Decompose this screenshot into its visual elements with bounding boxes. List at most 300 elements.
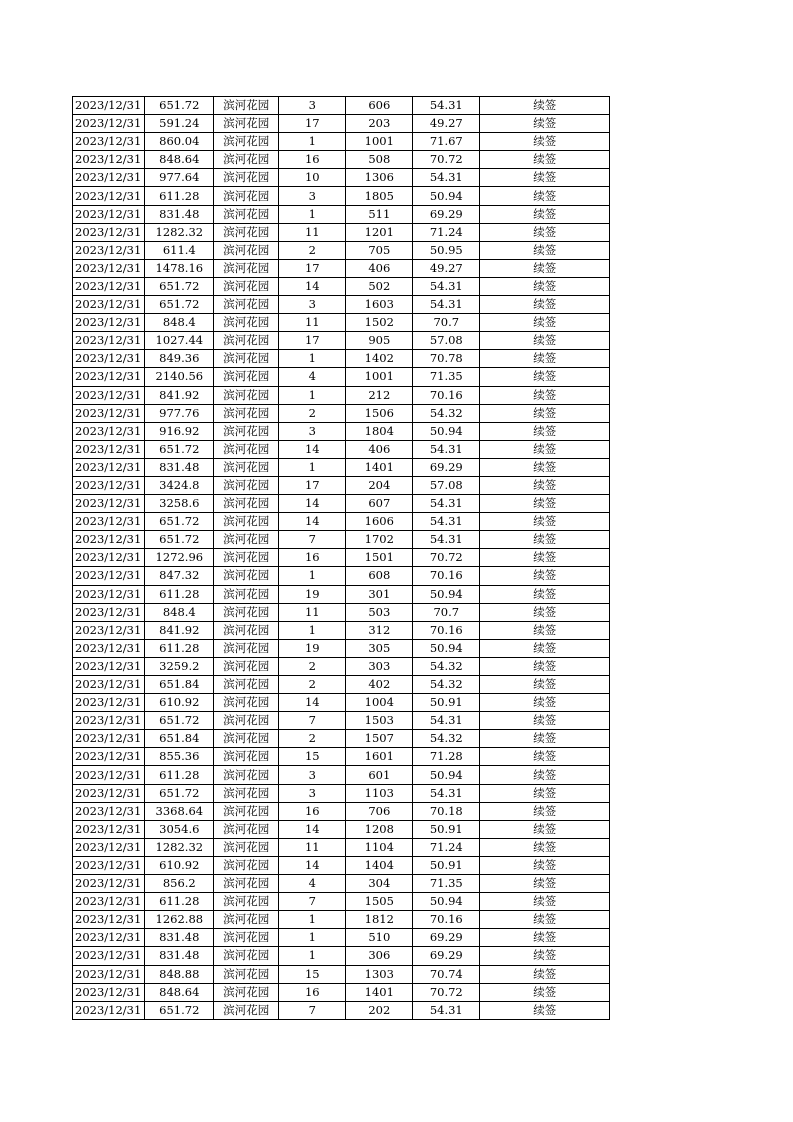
amount-cell: 855.36 (145, 748, 214, 766)
date-cell: 2023/12/31 (73, 223, 145, 241)
status-cell: 续签 (480, 748, 610, 766)
room-cell: 406 (346, 440, 413, 458)
room-cell: 601 (346, 766, 413, 784)
community-cell: 滨河花园 (214, 712, 279, 730)
area-cell: 54.31 (413, 277, 480, 295)
status-cell: 续签 (480, 296, 610, 314)
amount-cell: 860.04 (145, 133, 214, 151)
date-cell: 2023/12/31 (73, 875, 145, 893)
table-row (73, 386, 610, 404)
room-cell: 1507 (346, 730, 413, 748)
date-cell: 2023/12/31 (73, 386, 145, 404)
area-cell: 54.31 (413, 97, 480, 115)
room-cell: 503 (346, 603, 413, 621)
amount-cell: 3424.8 (145, 476, 214, 494)
room-cell: 608 (346, 567, 413, 585)
community-cell: 滨河花园 (214, 314, 279, 332)
community-cell: 滨河花园 (214, 115, 279, 133)
date-cell: 2023/12/31 (73, 205, 145, 223)
date-cell: 2023/12/31 (73, 657, 145, 675)
amount-cell: 3259.2 (145, 657, 214, 675)
community-cell: 滨河花园 (214, 730, 279, 748)
status-cell: 续签 (480, 766, 610, 784)
date-cell: 2023/12/31 (73, 277, 145, 295)
amount-cell: 651.72 (145, 513, 214, 531)
community-cell: 滨河花园 (214, 513, 279, 531)
community-cell: 滨河花园 (214, 567, 279, 585)
status-cell: 续签 (480, 386, 610, 404)
table-row (73, 133, 610, 151)
community-cell: 滨河花园 (214, 694, 279, 712)
table-row (73, 875, 610, 893)
room-cell: 1303 (346, 965, 413, 983)
amount-cell: 651.72 (145, 712, 214, 730)
building-cell: 3 (279, 187, 346, 205)
community-cell: 滨河花园 (214, 223, 279, 241)
building-cell: 16 (279, 983, 346, 1001)
area-cell: 57.08 (413, 332, 480, 350)
date-cell: 2023/12/31 (73, 404, 145, 422)
community-cell: 滨河花园 (214, 458, 279, 476)
table-row (73, 476, 610, 494)
status-cell: 续签 (480, 911, 610, 929)
table-row (73, 766, 610, 784)
community-cell: 滨河花园 (214, 1001, 279, 1019)
status-cell: 续签 (480, 205, 610, 223)
status-cell: 续签 (480, 983, 610, 1001)
area-cell: 54.31 (413, 531, 480, 549)
date-cell: 2023/12/31 (73, 748, 145, 766)
date-cell: 2023/12/31 (73, 639, 145, 657)
status-cell: 续签 (480, 676, 610, 694)
status-cell: 续签 (480, 875, 610, 893)
community-cell: 滨河花园 (214, 332, 279, 350)
table-row (73, 169, 610, 187)
status-cell: 续签 (480, 368, 610, 386)
amount-cell: 611.28 (145, 893, 214, 911)
amount-cell: 848.64 (145, 151, 214, 169)
area-cell: 50.94 (413, 639, 480, 657)
date-cell: 2023/12/31 (73, 784, 145, 802)
amount-cell: 1282.32 (145, 223, 214, 241)
amount-cell: 1027.44 (145, 332, 214, 350)
amount-cell: 977.64 (145, 169, 214, 187)
building-cell: 2 (279, 676, 346, 694)
room-cell: 1606 (346, 513, 413, 531)
room-cell: 1812 (346, 911, 413, 929)
status-cell: 续签 (480, 495, 610, 513)
status-cell: 续签 (480, 856, 610, 874)
room-cell: 606 (346, 97, 413, 115)
status-cell: 续签 (480, 476, 610, 494)
amount-cell: 848.64 (145, 983, 214, 1001)
room-cell: 510 (346, 929, 413, 947)
community-cell: 滨河花园 (214, 875, 279, 893)
table-row (73, 241, 610, 259)
table-row (73, 495, 610, 513)
building-cell: 1 (279, 205, 346, 223)
building-cell: 15 (279, 965, 346, 983)
amount-cell: 3054.6 (145, 820, 214, 838)
area-cell: 70.7 (413, 314, 480, 332)
community-cell: 滨河花园 (214, 97, 279, 115)
room-cell: 1104 (346, 838, 413, 856)
building-cell: 2 (279, 241, 346, 259)
community-cell: 滨河花园 (214, 766, 279, 784)
community-cell: 滨河花园 (214, 259, 279, 277)
community-cell: 滨河花园 (214, 965, 279, 983)
status-cell: 续签 (480, 893, 610, 911)
community-cell: 滨河花园 (214, 585, 279, 603)
community-cell: 滨河花园 (214, 838, 279, 856)
area-cell: 71.35 (413, 875, 480, 893)
status-cell: 续签 (480, 440, 610, 458)
date-cell: 2023/12/31 (73, 947, 145, 965)
area-cell: 50.91 (413, 820, 480, 838)
amount-cell: 848.4 (145, 314, 214, 332)
date-cell: 2023/12/31 (73, 567, 145, 585)
area-cell: 70.72 (413, 151, 480, 169)
area-cell: 71.24 (413, 223, 480, 241)
area-cell: 70.16 (413, 621, 480, 639)
table-row (73, 314, 610, 332)
status-cell: 续签 (480, 657, 610, 675)
date-cell: 2023/12/31 (73, 440, 145, 458)
community-cell: 滨河花园 (214, 929, 279, 947)
area-cell: 50.95 (413, 241, 480, 259)
table-row (73, 422, 610, 440)
building-cell: 14 (279, 856, 346, 874)
date-cell: 2023/12/31 (73, 911, 145, 929)
room-cell: 1502 (346, 314, 413, 332)
community-cell: 滨河花园 (214, 820, 279, 838)
date-cell: 2023/12/31 (73, 730, 145, 748)
amount-cell: 831.48 (145, 458, 214, 476)
table-row (73, 296, 610, 314)
amount-cell: 831.48 (145, 929, 214, 947)
status-cell: 续签 (480, 639, 610, 657)
amount-cell: 611.28 (145, 766, 214, 784)
table-row (73, 712, 610, 730)
building-cell: 2 (279, 404, 346, 422)
community-cell: 滨河花园 (214, 296, 279, 314)
community-cell: 滨河花园 (214, 133, 279, 151)
building-cell: 7 (279, 1001, 346, 1019)
room-cell: 202 (346, 1001, 413, 1019)
status-cell: 续签 (480, 314, 610, 332)
room-cell: 1201 (346, 223, 413, 241)
date-cell: 2023/12/31 (73, 766, 145, 784)
building-cell: 3 (279, 296, 346, 314)
table-row (73, 893, 610, 911)
community-cell: 滨河花园 (214, 151, 279, 169)
table-row (73, 549, 610, 567)
amount-cell: 611.28 (145, 187, 214, 205)
building-cell: 19 (279, 639, 346, 657)
date-cell: 2023/12/31 (73, 350, 145, 368)
community-cell: 滨河花园 (214, 784, 279, 802)
room-cell: 705 (346, 241, 413, 259)
table-row (73, 259, 610, 277)
room-cell: 1001 (346, 368, 413, 386)
amount-cell: 977.76 (145, 404, 214, 422)
building-cell: 15 (279, 748, 346, 766)
date-cell: 2023/12/31 (73, 585, 145, 603)
table-row (73, 947, 610, 965)
room-cell: 203 (346, 115, 413, 133)
building-cell: 16 (279, 802, 346, 820)
area-cell: 54.32 (413, 676, 480, 694)
room-cell: 1401 (346, 983, 413, 1001)
amount-cell: 841.92 (145, 621, 214, 639)
date-cell: 2023/12/31 (73, 259, 145, 277)
area-cell: 69.29 (413, 929, 480, 947)
area-cell: 71.67 (413, 133, 480, 151)
date-cell: 2023/12/31 (73, 368, 145, 386)
room-cell: 1503 (346, 712, 413, 730)
building-cell: 3 (279, 766, 346, 784)
status-cell: 续签 (480, 531, 610, 549)
table-row (73, 585, 610, 603)
area-cell: 54.31 (413, 440, 480, 458)
building-cell: 17 (279, 476, 346, 494)
amount-cell: 848.4 (145, 603, 214, 621)
date-cell: 2023/12/31 (73, 241, 145, 259)
date-cell: 2023/12/31 (73, 965, 145, 983)
community-cell: 滨河花园 (214, 368, 279, 386)
date-cell: 2023/12/31 (73, 133, 145, 151)
date-cell: 2023/12/31 (73, 314, 145, 332)
building-cell: 3 (279, 784, 346, 802)
table-row (73, 784, 610, 802)
date-cell: 2023/12/31 (73, 422, 145, 440)
table-row (73, 368, 610, 386)
date-cell: 2023/12/31 (73, 187, 145, 205)
date-cell: 2023/12/31 (73, 838, 145, 856)
status-cell: 续签 (480, 223, 610, 241)
amount-cell: 1478.16 (145, 259, 214, 277)
area-cell: 71.24 (413, 838, 480, 856)
amount-cell: 847.32 (145, 567, 214, 585)
building-cell: 1 (279, 567, 346, 585)
status-cell: 续签 (480, 820, 610, 838)
area-cell: 49.27 (413, 259, 480, 277)
table-row (73, 730, 610, 748)
area-cell: 57.08 (413, 476, 480, 494)
building-cell: 4 (279, 368, 346, 386)
community-cell: 滨河花园 (214, 856, 279, 874)
amount-cell: 651.72 (145, 97, 214, 115)
amount-cell: 841.92 (145, 386, 214, 404)
date-cell: 2023/12/31 (73, 676, 145, 694)
status-cell: 续签 (480, 422, 610, 440)
status-cell: 续签 (480, 965, 610, 983)
date-cell: 2023/12/31 (73, 856, 145, 874)
room-cell: 1505 (346, 893, 413, 911)
status-cell: 续签 (480, 549, 610, 567)
community-cell: 滨河花园 (214, 187, 279, 205)
table-row (73, 567, 610, 585)
status-cell: 续签 (480, 277, 610, 295)
building-cell: 3 (279, 97, 346, 115)
building-cell: 17 (279, 259, 346, 277)
room-cell: 1306 (346, 169, 413, 187)
table-row (73, 802, 610, 820)
status-cell: 续签 (480, 784, 610, 802)
room-cell: 1401 (346, 458, 413, 476)
community-cell: 滨河花园 (214, 422, 279, 440)
date-cell: 2023/12/31 (73, 549, 145, 567)
amount-cell: 591.24 (145, 115, 214, 133)
room-cell: 204 (346, 476, 413, 494)
room-cell: 1402 (346, 350, 413, 368)
table-body (73, 97, 610, 1020)
status-cell: 续签 (480, 151, 610, 169)
room-cell: 1805 (346, 187, 413, 205)
amount-cell: 611.28 (145, 639, 214, 657)
building-cell: 17 (279, 115, 346, 133)
amount-cell: 831.48 (145, 947, 214, 965)
area-cell: 54.32 (413, 730, 480, 748)
building-cell: 1 (279, 133, 346, 151)
room-cell: 511 (346, 205, 413, 223)
status-cell: 续签 (480, 115, 610, 133)
status-cell: 续签 (480, 133, 610, 151)
building-cell: 3 (279, 422, 346, 440)
amount-cell: 610.92 (145, 694, 214, 712)
room-cell: 304 (346, 875, 413, 893)
building-cell: 1 (279, 386, 346, 404)
area-cell: 70.74 (413, 965, 480, 983)
area-cell: 70.72 (413, 549, 480, 567)
table-row (73, 965, 610, 983)
date-cell: 2023/12/31 (73, 531, 145, 549)
amount-cell: 848.88 (145, 965, 214, 983)
community-cell: 滨河花园 (214, 983, 279, 1001)
building-cell: 7 (279, 893, 346, 911)
amount-cell: 651.72 (145, 277, 214, 295)
status-cell: 续签 (480, 929, 610, 947)
area-cell: 69.29 (413, 458, 480, 476)
room-cell: 305 (346, 639, 413, 657)
date-cell: 2023/12/31 (73, 115, 145, 133)
date-cell: 2023/12/31 (73, 621, 145, 639)
building-cell: 14 (279, 820, 346, 838)
status-cell: 续签 (480, 241, 610, 259)
building-cell: 17 (279, 332, 346, 350)
amount-cell: 2140.56 (145, 368, 214, 386)
amount-cell: 1262.88 (145, 911, 214, 929)
date-cell: 2023/12/31 (73, 296, 145, 314)
area-cell: 69.29 (413, 947, 480, 965)
date-cell: 2023/12/31 (73, 332, 145, 350)
room-cell: 1506 (346, 404, 413, 422)
building-cell: 11 (279, 603, 346, 621)
community-cell: 滨河花园 (214, 947, 279, 965)
building-cell: 11 (279, 223, 346, 241)
room-cell: 1702 (346, 531, 413, 549)
table-row (73, 440, 610, 458)
status-cell: 续签 (480, 947, 610, 965)
building-cell: 11 (279, 314, 346, 332)
table-row (73, 458, 610, 476)
area-cell: 70.78 (413, 350, 480, 368)
date-cell: 2023/12/31 (73, 820, 145, 838)
table-row (73, 657, 610, 675)
date-cell: 2023/12/31 (73, 983, 145, 1001)
room-cell: 508 (346, 151, 413, 169)
area-cell: 50.94 (413, 585, 480, 603)
community-cell: 滨河花园 (214, 549, 279, 567)
building-cell: 10 (279, 169, 346, 187)
community-cell: 滨河花园 (214, 476, 279, 494)
room-cell: 1208 (346, 820, 413, 838)
building-cell: 1 (279, 458, 346, 476)
community-cell: 滨河花园 (214, 440, 279, 458)
amount-cell: 651.72 (145, 784, 214, 802)
status-cell: 续签 (480, 712, 610, 730)
area-cell: 50.91 (413, 694, 480, 712)
status-cell: 续签 (480, 350, 610, 368)
amount-cell: 610.92 (145, 856, 214, 874)
room-cell: 502 (346, 277, 413, 295)
area-cell: 54.31 (413, 495, 480, 513)
community-cell: 滨河花园 (214, 277, 279, 295)
status-cell: 续签 (480, 694, 610, 712)
status-cell: 续签 (480, 97, 610, 115)
building-cell: 16 (279, 151, 346, 169)
area-cell: 70.18 (413, 802, 480, 820)
table-row (73, 404, 610, 422)
area-cell: 70.7 (413, 603, 480, 621)
amount-cell: 651.72 (145, 1001, 214, 1019)
room-cell: 1501 (346, 549, 413, 567)
status-cell: 续签 (480, 404, 610, 422)
area-cell: 70.16 (413, 386, 480, 404)
status-cell: 续签 (480, 1001, 610, 1019)
date-cell: 2023/12/31 (73, 929, 145, 947)
lease-renewal-table (72, 96, 610, 1020)
room-cell: 301 (346, 585, 413, 603)
community-cell: 滨河花园 (214, 205, 279, 223)
room-cell: 905 (346, 332, 413, 350)
table-row (73, 115, 610, 133)
community-cell: 滨河花园 (214, 802, 279, 820)
table-row (73, 603, 610, 621)
date-cell: 2023/12/31 (73, 97, 145, 115)
date-cell: 2023/12/31 (73, 893, 145, 911)
table-row (73, 1001, 610, 1019)
table-row (73, 856, 610, 874)
community-cell: 滨河花园 (214, 911, 279, 929)
table-row (73, 350, 610, 368)
amount-cell: 856.2 (145, 875, 214, 893)
building-cell: 1 (279, 350, 346, 368)
amount-cell: 1272.96 (145, 549, 214, 567)
table-row (73, 676, 610, 694)
status-cell: 续签 (480, 259, 610, 277)
area-cell: 70.72 (413, 983, 480, 1001)
building-cell: 2 (279, 657, 346, 675)
amount-cell: 651.84 (145, 676, 214, 694)
building-cell: 14 (279, 495, 346, 513)
status-cell: 续签 (480, 332, 610, 350)
amount-cell: 651.84 (145, 730, 214, 748)
building-cell: 14 (279, 277, 346, 295)
date-cell: 2023/12/31 (73, 712, 145, 730)
table-row (73, 151, 610, 169)
date-cell: 2023/12/31 (73, 476, 145, 494)
